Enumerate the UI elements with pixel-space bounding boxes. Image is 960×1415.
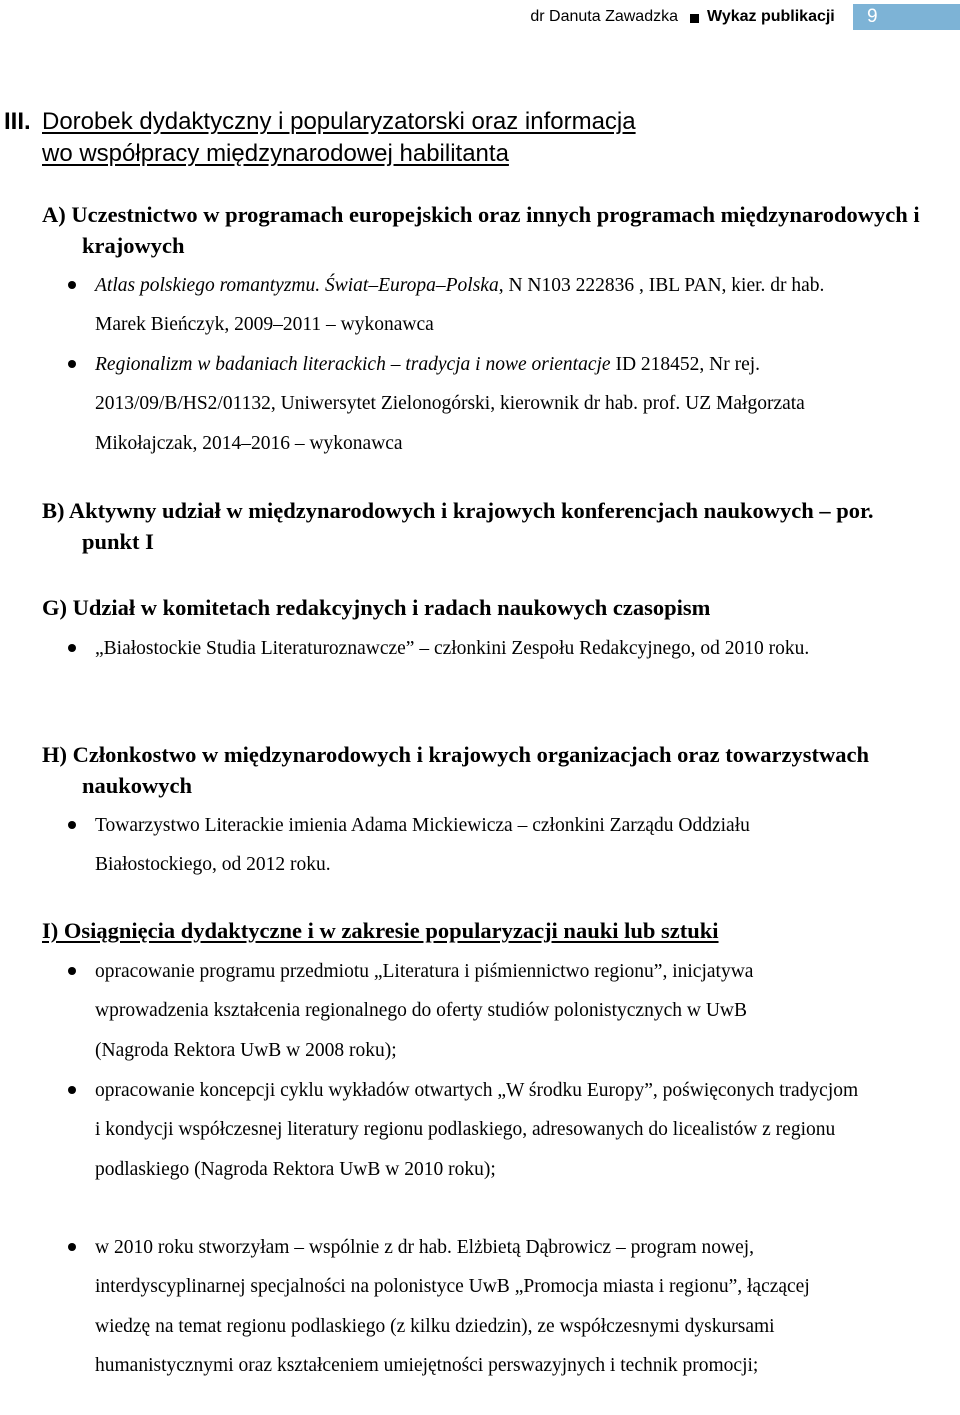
list-item: „Białostockie Studia Literaturoznawcze” – członkini Zespołu Redakcyjnego, od 2010 roku. (95, 629, 825, 668)
item-rest: ID 218452, Nr rej. 2013/09/B/HS2/01132, Uniwersytet Zielonogórski, kierownik dr hab. prof. UZ Małgorzata Mikołajczak, 2014–2016 – wykonawca (95, 354, 805, 454)
page-header (0, 4, 960, 32)
subsection-b-heading (42, 495, 922, 557)
list-item: Towarzystwo Literackie imienia Adama Mickiewicza – członkini Zarządu Oddziału Białostockiego, od 2012 roku. (95, 806, 865, 885)
header-title: Wykaz publikacji (707, 8, 835, 25)
subsection-h-heading-text: H) Członkostwo w międzynarodowych i krajowych organizacjach oraz towarzystwach naukowych (42, 742, 869, 798)
list-item: w 2010 roku stworzyłam – wspólnie z dr hab. Elżbietą Dąbrowicz – program nowej, interdyscyplinarnej specjalności na polonistyce UwB „Promocja miasta i regionu”, łączącej wiedzę na temat regionu podlaskiego (z kilku dziedzin), ze współczesnymi dyskursami humanistycznymi oraz kształceniem umiejętności perswazyjnych i technik promocji; (95, 1228, 835, 1385)
subsection-i-heading-text: I) Osiągnięcia dydaktyczne i w zakresie popularyzacji nauki lub sztuki (42, 918, 719, 943)
subsection-g-heading (42, 592, 922, 623)
section-number: III. (4, 108, 31, 135)
item-title-italic: Regionalizm w badaniach literackich – tradycja i nowe orientacje (95, 354, 611, 375)
item-rest: , N N103 222836 , IBL PAN, kier. dr hab. Marek Bieńczyk, 2009–2011 – wykonawca (95, 275, 825, 336)
list-item (95, 266, 865, 345)
subsection-a-heading (42, 199, 922, 261)
subsection-i-heading (42, 915, 922, 946)
header-author: dr Danuta Zawadzka (530, 8, 678, 25)
page-number-badge: 9 (853, 4, 960, 30)
section-title-line1: Dorobek dydaktyczny i popularyzatorski oraz informacja (42, 108, 636, 135)
item-title-italic: Atlas polskiego romantyzmu. Świat–Europa–Polska (95, 275, 499, 296)
subsection-g-heading-text: G) Udział w komitetach redakcyjnych i radach naukowych czasopism (42, 595, 711, 620)
list-item (95, 345, 865, 463)
header-separator-square-icon (690, 14, 699, 23)
section-title (42, 106, 802, 170)
section-title-line2: wo współpracy międzynarodowej habilitanta (42, 140, 509, 167)
subsection-h-heading (42, 739, 922, 801)
subsection-b-heading-text: B) Aktywny udział w międzynarodowych i krajowych konferencjach naukowych – por. punkt I (42, 498, 874, 554)
list-item: opracowanie programu przedmiotu „Literatura i piśmiennictwo regionu”, inicjatywa wprowadzenia kształcenia regionalnego do oferty studiów polonistycznych w UwB (Nagroda Rektora UwB w 2008 roku); (95, 952, 775, 1070)
list-item: opracowanie koncepcji cyklu wykładów otwartych „W środku Europy”, poświęconych tradycjom i kondycji współczesnej literatury regionu podlaskiego, adresowanych do licealistów z regionu podlaskiego (Nagroda Rektora UwB w 2010 roku); (95, 1071, 865, 1189)
subsection-a-heading-text: A) Uczestnictwo w programach europejskich oraz innych programach międzynarodowych i krajowych (42, 202, 920, 258)
